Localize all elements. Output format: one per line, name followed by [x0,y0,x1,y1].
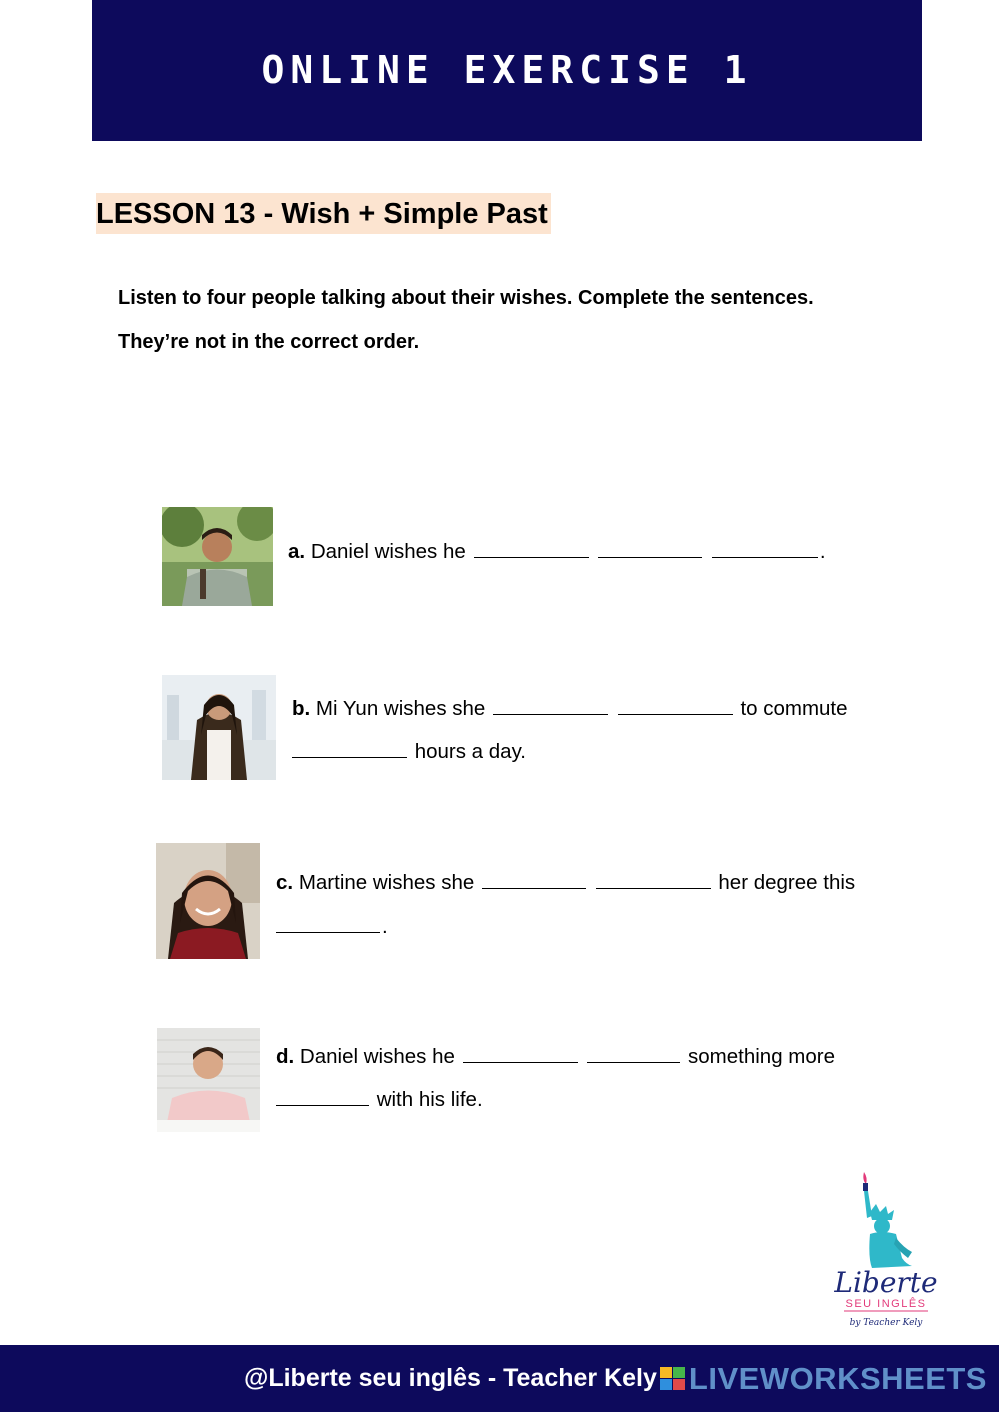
exercise-b-text-2: to commute [740,697,848,720]
exercise-d-letter: d. [276,1045,295,1068]
header-title: ONLINE EXERCISE 1 [261,47,753,92]
exercise-c-blank-1[interactable] [482,870,586,889]
exercise-a-blank-1[interactable] [474,539,589,558]
exercise-c-blank-2[interactable] [596,870,711,889]
exercise-b-blank-1[interactable] [493,696,608,715]
footer-credit: @Liberte seu inglês - Teacher Kely [243,1364,657,1392]
exercise-a-text-2: . [819,540,826,563]
exercise-a-blank-3[interactable] [712,539,818,558]
exercise-b-sentence-line-1 [292,687,848,730]
exercise-c-sentence-line-2 [276,905,388,948]
liberte-logo [832,1168,940,1333]
exercise-c-sentence-line-1 [276,861,855,904]
logo-brand: Liberte [834,1266,938,1299]
exercise-c-photo [156,843,260,959]
exercise-d-photo [157,1028,260,1132]
liveworksheets-watermark[interactable]: LIVEWORKSHEETS [688,1360,987,1396]
exercise-b-photo [162,675,276,780]
exercise-d-text-1: Daniel wishes he [299,1045,455,1068]
logo-by: by Teacher Kely [849,1318,923,1328]
footer-bar [0,1345,999,1412]
exercise-c-text-2: her degree this [718,871,856,894]
exercise-d-text-3: with his life. [376,1088,483,1111]
exercise-c-text-3: . [382,915,388,938]
exercise-a-blank-2[interactable] [598,539,702,558]
liveworksheets-badge-icon [660,1367,685,1390]
exercise-a-sentence [288,530,826,573]
exercise-d-text-2: something more [688,1045,835,1068]
exercise-d-blank-2[interactable] [587,1044,680,1063]
header-banner [92,0,922,141]
exercise-d-blank-1[interactable] [463,1044,578,1063]
exercise-d-sentence-line-1 [276,1035,835,1078]
instructions [118,276,814,364]
exercise-b-text-1: Mi Yun wishes she [315,697,486,720]
exercise-a-text-1: Daniel wishes he [310,540,466,563]
instruction-line-2: They’re not in the correct order. [118,331,420,353]
exercise-d-blank-3[interactable] [276,1087,369,1106]
exercise-d-sentence-line-2 [276,1078,483,1121]
exercise-a-letter: a. [288,540,306,563]
exercise-b-blank-3[interactable] [292,739,407,758]
exercise-b-blank-2[interactable] [618,696,733,715]
exercise-b-text-3: hours a day. [414,740,527,763]
instruction-line-1: Listen to four people talking about their wishes. Complete the sentences. [118,287,814,309]
exercise-a-photo [162,507,273,606]
lesson-title: LESSON 13 - Wish + Simple Past [96,193,551,234]
statue-of-liberty-icon [863,1172,912,1268]
exercise-c-text-1: Martine wishes she [298,871,475,894]
logo-sub: SEU INGLÊS [845,1298,927,1310]
exercise-b-letter: b. [292,697,311,720]
exercise-c-blank-3[interactable] [276,914,380,933]
exercise-b-sentence-line-2 [292,730,526,773]
exercise-c-letter: c. [276,871,294,894]
